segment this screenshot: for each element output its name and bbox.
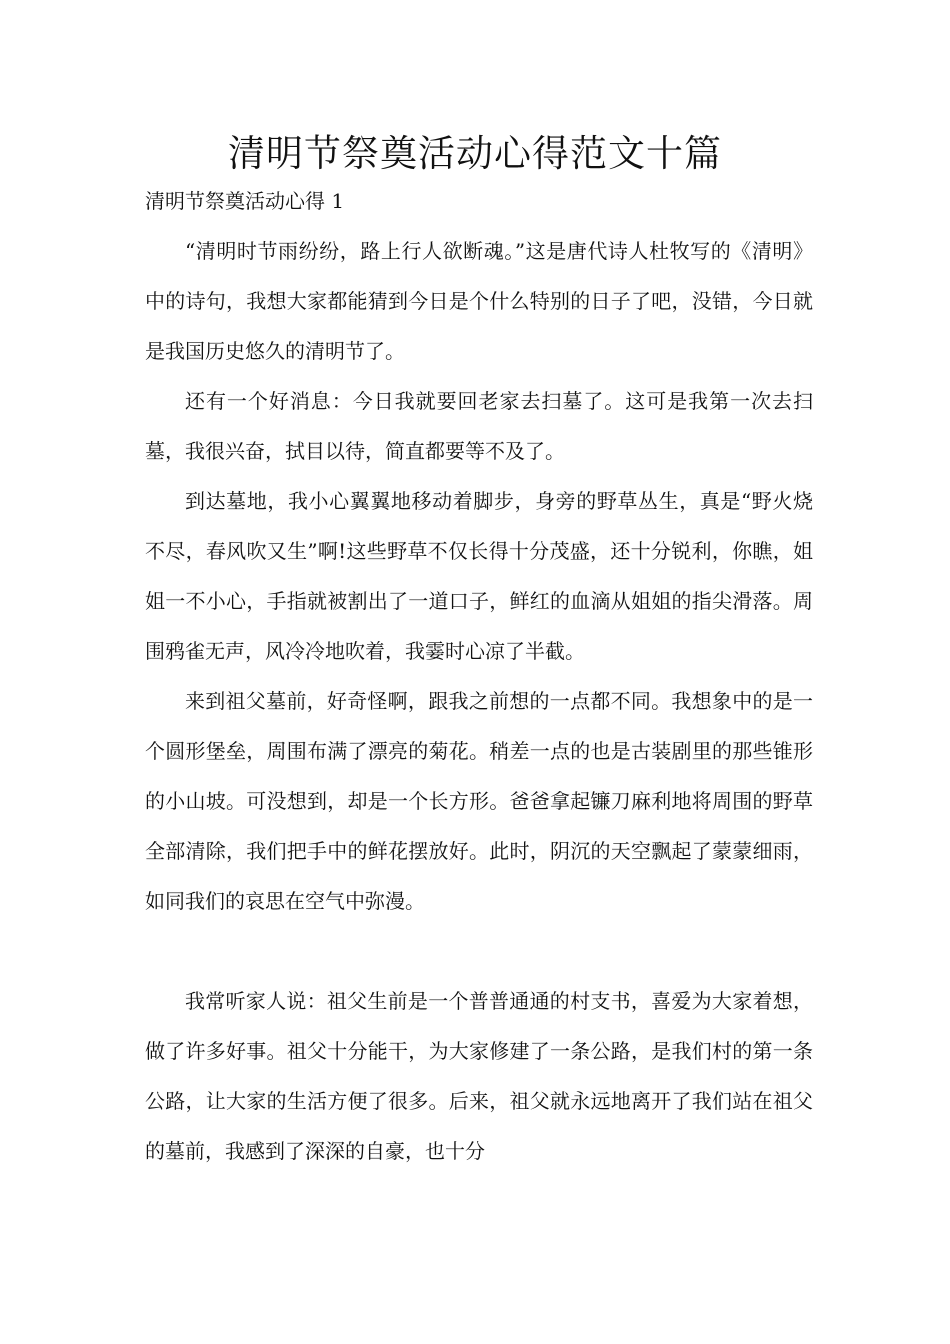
document-title: 清明节祭奠活动心得范文十篇: [228, 132, 722, 175]
section-heading: 清明节祭奠活动心得 1: [145, 189, 345, 213]
paragraph: 来到祖父墓前，好奇怪啊，跟我之前想的一点都不同。我想象中的是一个圆形堡垒，周围布满了漂亮的菊花。稍差一点的也是古装剧里的那些锥形的小山坡。可没想到，却是一个长方形。爸爸拿起镰刀麻利地将周围的野草全部清除，我们把手中的鲜花摆放好。此时，阴沉的天空飘起了蒙蒙细雨，如同我们的哀思在空气中弥漫。: [145, 689, 813, 913]
paragraph: “清明时节雨纷纷，路上行人欲断魂。”这是唐代诗人杜牧写的《清明》中的诗句，我想大家都能猜到今日是个什么特别的日子了吧，没错，今日就是我国历史悠久的清明节了。: [145, 239, 813, 363]
paragraph: 还有一个好消息：今日我就要回老家去扫墓了。这可是我第一次去扫墓，我很兴奋，拭目以待，简直都要等不及了。: [145, 389, 813, 463]
paragraph: 到达墓地，我小心翼翼地移动着脚步，身旁的野草丛生，真是“野火烧不尽，春风吹又生”啊!这些野草不仅长得十分茂盛，还十分锐利，你瞧，姐姐一不小心，手指就被割出了一道口子，鲜红的血滴从姐姐的指尖滑落。周围鸦雀无声，风冷冷地吹着，我霎时心凉了半截。: [145, 489, 813, 663]
paragraph: 我常听家人说：祖父生前是一个普普通通的村支书，喜爱为大家着想，做了许多好事。祖父十分能干，为大家修建了一条公路，是我们村的第一条公路，让大家的生活方便了很多。后来，祖父就永远地离开了我们站在祖父的墓前，我感到了深深的自豪，也十分: [145, 989, 813, 1163]
body-text: [145, 226, 813, 1176]
paragraph-spacer: [145, 926, 813, 976]
